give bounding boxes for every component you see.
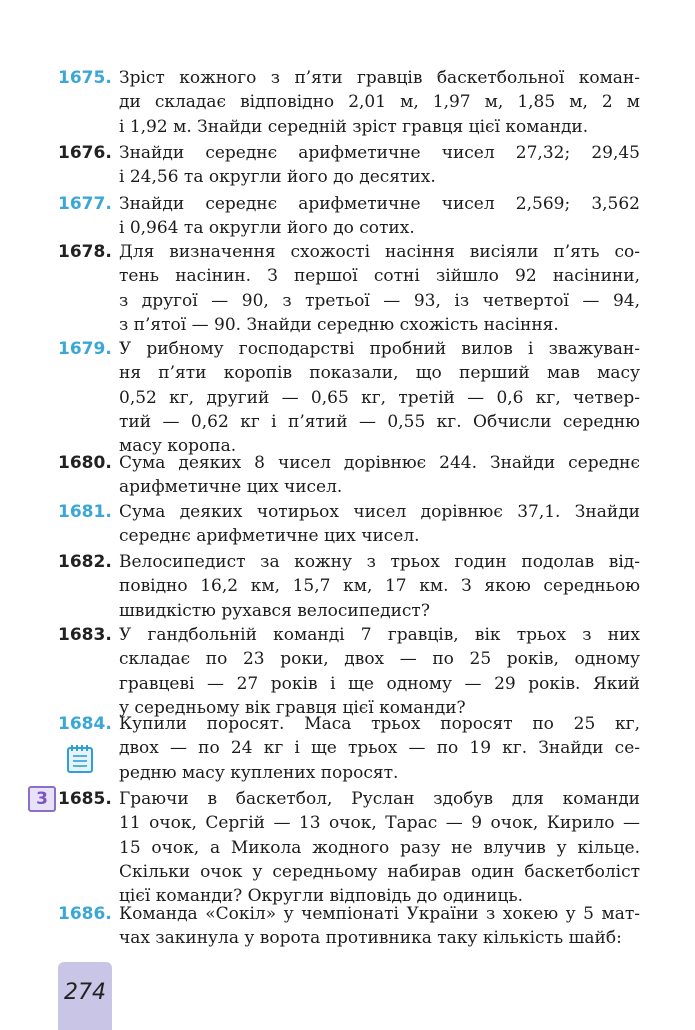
problem-item <box>58 66 640 139</box>
problem-number: 1679. <box>58 339 112 359</box>
problem-text-line: 15 очок, а Микола жодного разу не влучив у кільце. <box>119 837 640 858</box>
problem-text-line: Велосипедист за кожну з трьох годин подолав від- <box>119 552 640 572</box>
problem-number: 1684. <box>58 714 112 734</box>
problem-number: 1680. <box>58 453 112 473</box>
problem-item <box>58 550 640 623</box>
problem-text-line: Скільки очок у середньому набирав один баскетболіст <box>119 861 640 882</box>
problem-text-line: У гандбольній команді 7 гравців, вік трьох з них <box>119 625 640 645</box>
problem-text-line: Знайди середнє арифметичне чисел 2,569; 3,562 <box>119 194 640 214</box>
problem-text-line: У рибному господарстві пробний вилов і зважуван- <box>119 339 640 359</box>
problem-text-line: повідно 16,2 км, 15,7 км, 17 км. З якою середньою <box>119 576 640 597</box>
problem-item <box>58 712 640 785</box>
problem-text-line: швидкістю рухався велосипедист? <box>119 600 430 621</box>
problem-text-line: Граючи в баскетбол, Руслан здобув для команди <box>119 789 640 809</box>
problem-item <box>58 623 640 720</box>
problem-number: 1675. <box>58 68 112 88</box>
problem-text-line: Купили поросят. Маса трьох поросят по 25 кг, <box>119 714 640 734</box>
problem-item <box>58 141 640 190</box>
problem-text-line: Сума деяких чотирьох чисел дорівнює 37,1. Знайди <box>119 502 640 522</box>
problem-text-line: цієї команди? Округли відповідь до одиниць. <box>119 886 524 907</box>
notebook-icon <box>64 742 96 774</box>
problem-text-line: складає по 23 роки, двох — по 25 років, одному <box>119 649 640 670</box>
problem-text-line: з п’ятої — 90. Знайди середню схожість насіння. <box>119 314 559 335</box>
problem-text-line: Для визначення схожості насіння висіяли п’ять со- <box>119 242 640 262</box>
problem-item <box>58 902 640 951</box>
problem-text-line: Знайди середнє арифметичне чисел 27,32; 29,45 <box>119 143 640 163</box>
problem-text-line: арифметичне цих чисел. <box>119 477 343 498</box>
page-number-tab <box>58 962 112 1030</box>
problem-text-line: тий — 0,62 кг і п’ятий — 0,55 кг. Обчисли середню <box>119 411 640 432</box>
problem-item <box>58 192 640 241</box>
problem-text-line: з другої — 90, з третьої — 93, із четвертої — 94, <box>119 290 640 311</box>
problem-text-line: і 24,56 та округли його до десятих. <box>119 167 436 188</box>
problem-text-line: редню масу куплених поросят. <box>119 762 399 783</box>
problem-text-line: тень насінин. З першої сотні зійшло 92 насінини, <box>119 266 640 287</box>
problem-text-line: ня п’яти коропів показали, що перший мав масу <box>119 363 640 384</box>
problem-item <box>58 240 640 337</box>
problem-text-line: масу коропа. <box>119 436 237 457</box>
problem-number: 1683. <box>58 625 112 645</box>
difficulty-level-badge: 3 <box>28 786 56 812</box>
problem-number: 1682. <box>58 552 112 572</box>
problem-text-line: і 1,92 м. Знайди середній зріст гравця цієї команди. <box>119 116 589 137</box>
problem-number: 1685. <box>58 789 112 809</box>
problem-number: 1676. <box>58 143 112 163</box>
problem-item <box>58 451 640 500</box>
problem-text-line: середнє арифметичне цих чисел. <box>119 526 420 547</box>
page-number: 274 <box>64 980 106 1005</box>
problem-number: 1686. <box>58 904 112 924</box>
problem-number: 1678. <box>58 242 112 262</box>
problem-text-line: Команда «Сокіл» у чемпіонаті України з хокею у 5 мат- <box>119 904 640 924</box>
problem-text-line: двох — по 24 кг і ще трьох — по 19 кг. Знайди се- <box>119 738 640 759</box>
problem-item <box>58 337 640 458</box>
problem-text-line: і 0,964 та округли його до сотих. <box>119 218 415 239</box>
problem-item <box>58 787 640 908</box>
problem-text-line: 11 очок, Сергій — 13 очок, Тарас — 9 очок, Кирило — <box>119 813 640 834</box>
problem-number: 1677. <box>58 194 112 214</box>
problem-text-line: у середньому вік гравця цієї команди? <box>119 697 466 718</box>
problem-text-line: 0,52 кг, другий — 0,65 кг, третій — 0,6 кг, четвер- <box>119 387 640 408</box>
problem-text-line: Зріст кожного з п’яти гравців баскетбольної коман- <box>119 68 640 88</box>
problem-text-line: Сума деяких 8 чисел дорівнює 244. Знайди середнє <box>119 453 640 473</box>
problem-item <box>58 500 640 549</box>
problem-text-line: чах закинула у ворота противника таку кількість шайб: <box>119 928 622 949</box>
problem-text-line: гравцеві — 27 років і ще одному — 29 років. Який <box>119 673 640 694</box>
problem-number: 1681. <box>58 502 112 522</box>
problem-text-line: ди складає відповідно 2,01 м, 1,97 м, 1,85 м, 2 м <box>119 92 640 113</box>
